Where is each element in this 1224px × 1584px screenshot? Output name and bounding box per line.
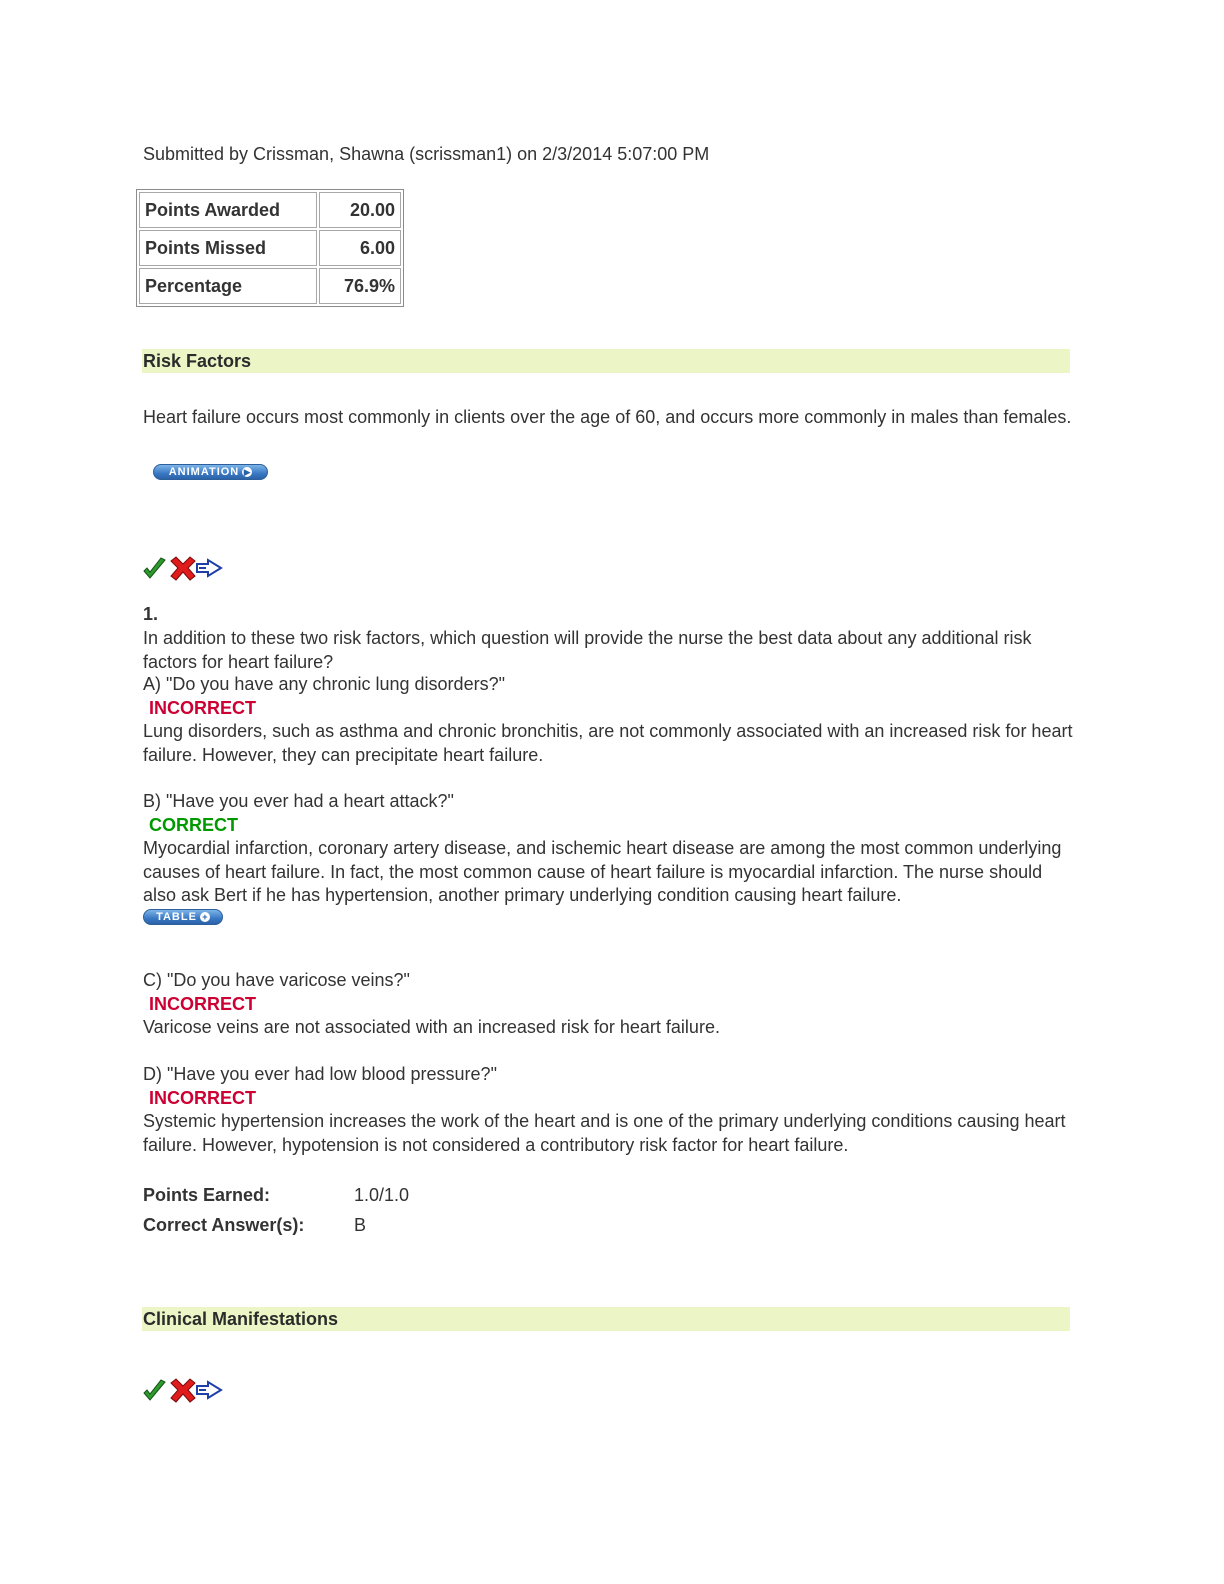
correct-answer-value: B [354,1215,367,1235]
points-missed-label: Points Missed [139,230,317,266]
option-text: A) "Do you have any chronic lung disorders?" [143,674,505,694]
verdict-incorrect: INCORRECT [149,697,256,718]
section-header-risk-factors: Risk Factors [142,349,1070,373]
points-awarded-value: 20.00 [319,192,401,228]
option-text: C) "Do you have varicose veins?" [143,970,410,990]
plus-icon: + [200,912,210,922]
table-row [139,230,401,266]
check-icon [144,1380,165,1400]
correct-answer-row [143,1213,366,1237]
verdict-incorrect: INCORRECT [149,1087,256,1108]
x-icon [171,1379,195,1402]
submission-info: Submitted by Crissman, Shawna (scrissman1) on 2/3/2014 5:07:00 PM [143,144,710,164]
points-earned-value: 1.0/1.0 [354,1185,410,1205]
question-stem: In addition to these two risk factors, which question will provide the nurse the best data about any additional risk factors for heart failure? [143,628,1032,672]
points-earned-row [143,1183,409,1207]
points-earned-label: Points Earned: [143,1185,271,1205]
option-feedback: Myocardial infarction, coronary artery disease, and ischemic heart disease are among the most common underlying causes of heart failure. In fact, the most common cause of heart failure is myocardial infarction. The nurse should also ask Bert if he has hypertension, another primary underlying condition causing heart failure. [143,838,1062,905]
animation-button-label: ANIMATION [168,466,240,478]
option-feedback: Varicose veins are not associated with an increased risk for heart failure. [143,1017,720,1037]
percentage-label: Percentage [139,268,317,304]
table-row [139,268,401,304]
question-number: 1. [143,604,159,624]
option-d [143,1063,1078,1157]
option-b [143,790,1078,908]
option-text: D) "Have you ever had low blood pressure?" [143,1064,497,1084]
section-header-clinical-manifestations: Clinical Manifestations [142,1307,1070,1331]
option-feedback: Systemic hypertension increases the work of the heart and is one of the primary underlying conditions causing heart failure. However, hypotension is not considered a contributory risk factor for heart failure. [143,1111,1066,1155]
x-icon [171,557,195,580]
percentage-value: 76.9% [319,268,401,304]
correct-answer-label: Correct Answer(s): [143,1215,305,1235]
arrow-icon [197,1382,221,1398]
option-text: B) "Have you ever had a heart attack?" [143,791,454,811]
option-c [143,969,1078,1040]
arrow-icon [197,560,221,576]
option-feedback: Lung disorders, such as asthma and chronic bronchitis, are not commonly associated with an increased risk for heart failure. However, they can precipitate heart failure. [143,721,1073,765]
points-missed-value: 6.00 [319,230,401,266]
table-button-label: TABLE [156,911,197,923]
feedback-icons [142,555,224,583]
verdict-incorrect: INCORRECT [149,993,256,1014]
table-button[interactable] [143,909,223,925]
points-awarded-label: Points Awarded [139,192,317,228]
verdict-correct: CORRECT [149,814,238,835]
intro-text: Heart failure occurs most commonly in clients over the age of 60, and occurs more commonly in males than females. [143,407,1072,427]
feedback-icons [142,1377,224,1405]
check-icon [144,558,165,578]
table-row [139,192,401,228]
score-table [136,189,404,307]
animation-button[interactable] [153,464,268,480]
option-a [143,673,1078,767]
play-icon: ▶ [243,467,251,477]
